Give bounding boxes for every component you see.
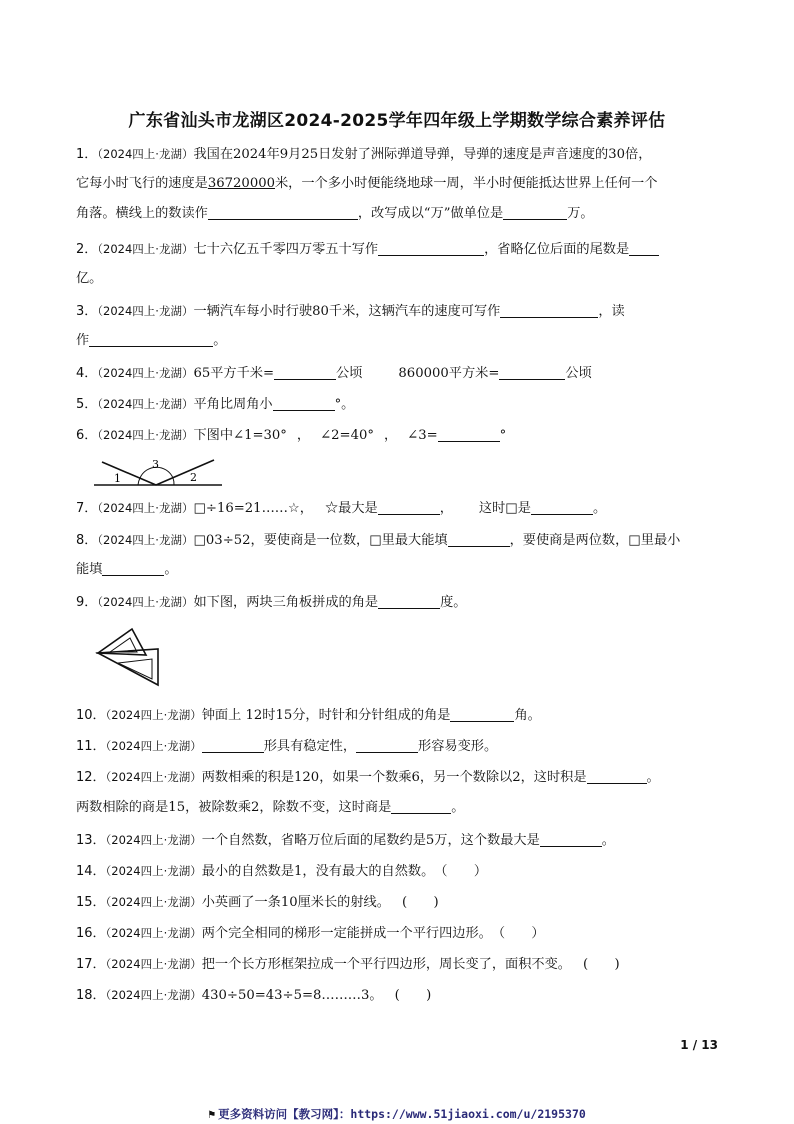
question-number: 4． [76, 366, 98, 381]
question-7: 7．（2024四上·龙湖）□÷16=21……☆， ☆最大是 ， 这时□是 。 [76, 501, 607, 516]
question-number: 14． [76, 864, 106, 879]
ray-left [102, 462, 156, 485]
question-14: 14．（2024四上·龙湖）最小的自然数是1，没有最大的自然数。（ ） [76, 864, 488, 879]
question-source: （2024四上·龙湖） [97, 533, 194, 547]
question-2-line-1: 2．（2024四上·龙湖）七十六亿五千零四万零五十写作 ，省略亿位后面的尾数是 [76, 240, 726, 259]
question-10: 10．（2024四上·龙湖）钟面上 12时15分，时针和分针组成的角是 角。 [76, 708, 541, 723]
question-3-line-1: 3．（2024四上·龙湖）一辆汽车每小时行驶80千米，这辆汽车的速度可写作 ，读 [76, 304, 625, 319]
answer-blank[interactable] [274, 365, 336, 380]
answer-blank[interactable] [102, 561, 164, 576]
question-number: 10． [76, 708, 106, 723]
question-number: 2． [76, 242, 98, 257]
question-source: （2024四上·龙湖） [105, 988, 202, 1002]
question-11: 11．（2024四上·龙湖） 形具有稳定性， 形容易变形。 [76, 739, 498, 754]
question-8-line-1: 8．（2024四上·龙湖）□03÷52，要使商是一位数，□里最大能填 ，要使商是两位数，□里最小 [76, 533, 681, 548]
angle-label-2: 2 [190, 471, 197, 484]
question-source: （2024四上·龙湖） [105, 708, 202, 722]
question-source: （2024四上·龙湖） [97, 428, 194, 442]
answer-parentheses[interactable]: ( ) [582, 957, 620, 972]
answer-blank[interactable] [503, 205, 567, 220]
question-number: 3． [76, 304, 98, 319]
question-number: 18． [76, 988, 106, 1003]
question-18: 18．（2024四上·龙湖）430÷50=43÷5=8………3。 ( ) [76, 988, 432, 1003]
flag-icon: ⚑ [208, 1107, 216, 1121]
answer-blank[interactable] [531, 500, 593, 515]
question-source: （2024四上·龙湖） [97, 242, 194, 256]
triangle-ruler-lower-inner [118, 659, 152, 679]
question-source: （2024四上·龙湖） [97, 397, 194, 411]
answer-parentheses[interactable]: ( ) [401, 895, 439, 910]
document-title: 广东省汕头市龙湖区2024-2025学年四年级上学期数学综合素养评估 [128, 111, 666, 131]
question-8-line-2: 能填 。 [76, 562, 178, 577]
answer-blank[interactable] [89, 332, 213, 347]
answer-blank[interactable] [438, 427, 500, 442]
answer-blank[interactable] [499, 365, 565, 380]
angle-label-3: 3 [152, 458, 159, 471]
footer-link[interactable] [0, 1106, 794, 1122]
question-source: （2024四上·龙湖） [105, 833, 202, 847]
question-1-line-1: 1．（2024四上·龙湖）我国在2024年9月25日发射了洲际弹道导弹，导弹的速度是声音速度的30倍， [76, 147, 652, 162]
question-9: 9．（2024四上·龙湖）如下图，两块三角板拼成的角是 度。 [76, 595, 467, 610]
question-source: （2024四上·龙湖） [97, 366, 194, 380]
question-number: 16． [76, 926, 106, 941]
question-source: （2024四上·龙湖） [105, 770, 202, 784]
question-15: 15．（2024四上·龙湖）小英画了一条10厘米长的射线。 ( ) [76, 895, 439, 910]
question-source: （2024四上·龙湖） [105, 957, 202, 971]
question-source: （2024四上·龙湖） [105, 926, 202, 940]
footer-text: 更多资料访问【教习网】：https://www.51jiaoxi.com/u/2195370 [218, 1107, 586, 1121]
answer-parentheses[interactable]: （ ） [491, 926, 545, 941]
question-1-line-2: 它每小时飞行的速度是36720000米，一个多小时便能绕地球一周，半小时便能抵达世界上任何一个 [76, 176, 658, 191]
triangle-rulers-figure [94, 627, 164, 689]
question-source: （2024四上·龙湖） [97, 147, 194, 161]
question-number: 6． [76, 428, 98, 443]
answer-blank[interactable] [378, 500, 440, 515]
question-12-line-1: 12．（2024四上·龙湖）两数相乘的积是120，如果一个数乘6，另一个数除以2，这时积是 。 [76, 770, 660, 785]
underlined-value: 36720000 [207, 176, 275, 191]
angle-label-1: 1 [114, 472, 121, 485]
question-number: 8． [76, 533, 98, 548]
answer-blank[interactable] [450, 707, 514, 722]
answer-blank[interactable] [629, 241, 659, 256]
question-number: 17． [76, 957, 106, 972]
answer-blank[interactable] [587, 769, 647, 784]
question-16: 16．（2024四上·龙湖）两个完全相同的梯形一定能拼成一个平行四边形。（ ） [76, 926, 545, 941]
answer-blank[interactable] [391, 799, 451, 814]
answer-blank[interactable] [208, 205, 358, 220]
question-6: 6．（2024四上·龙湖）下图中∠1=30° ， ∠2=40° ， ∠3= ° [76, 428, 507, 443]
answer-blank[interactable] [540, 832, 602, 847]
answer-blank[interactable] [378, 594, 440, 609]
answer-blank[interactable] [356, 738, 418, 753]
question-source: （2024四上·龙湖） [97, 304, 194, 318]
question-number: 15． [76, 895, 106, 910]
angle-2-arc [173, 478, 174, 485]
ray-right [156, 460, 214, 485]
question-number: 7． [76, 501, 98, 516]
question-4: 4．（2024四上·龙湖）65平方千米= 公顷 860000平方米= 公顷 [76, 366, 592, 381]
answer-blank[interactable] [273, 396, 335, 411]
question-17: 17．（2024四上·龙湖）把一个长方形框架拉成一个平行四边形，周长变了，面积不变。 ( ) [76, 957, 620, 972]
question-number: 9． [76, 595, 98, 610]
question-source: （2024四上·龙湖） [97, 595, 194, 609]
question-3-line-2: 作 。 [76, 333, 227, 348]
answer-blank[interactable] [448, 532, 510, 547]
question-source: （2024四上·龙湖） [97, 501, 194, 515]
question-13: 13．（2024四上·龙湖）一个自然数，省略万位后面的尾数约是5万，这个数最大是 。 [76, 833, 615, 848]
question-number: 12． [76, 770, 106, 785]
angle-figure [94, 454, 224, 490]
answer-parentheses[interactable]: ( ) [394, 988, 432, 1003]
answer-parentheses[interactable]: （ ） [434, 864, 488, 879]
question-number: 11． [76, 739, 106, 754]
question-source: （2024四上·龙湖） [105, 739, 202, 753]
question-5: 5．（2024四上·龙湖）平角比周角小 °。 [76, 397, 355, 412]
question-number: 1． [76, 147, 98, 162]
question-source: （2024四上·龙湖） [105, 895, 202, 909]
question-number: 13． [76, 833, 106, 848]
question-2-line-2: 亿。 [76, 271, 103, 286]
question-number: 5． [76, 397, 98, 412]
question-source: （2024四上·龙湖） [105, 864, 202, 878]
answer-blank[interactable] [378, 241, 484, 256]
answer-blank[interactable] [500, 303, 598, 318]
question-1-line-3: 角落。横线上的数读作 ，改写成以“万”做单位是 万。 [76, 206, 594, 221]
angle-1-arc [138, 478, 140, 485]
page-number: 1 / 13 [680, 1038, 718, 1052]
question-12-line-2: 两数相除的商是15，被除数乘2，除数不变，这时商是 。 [76, 800, 465, 815]
answer-blank[interactable] [202, 738, 264, 753]
